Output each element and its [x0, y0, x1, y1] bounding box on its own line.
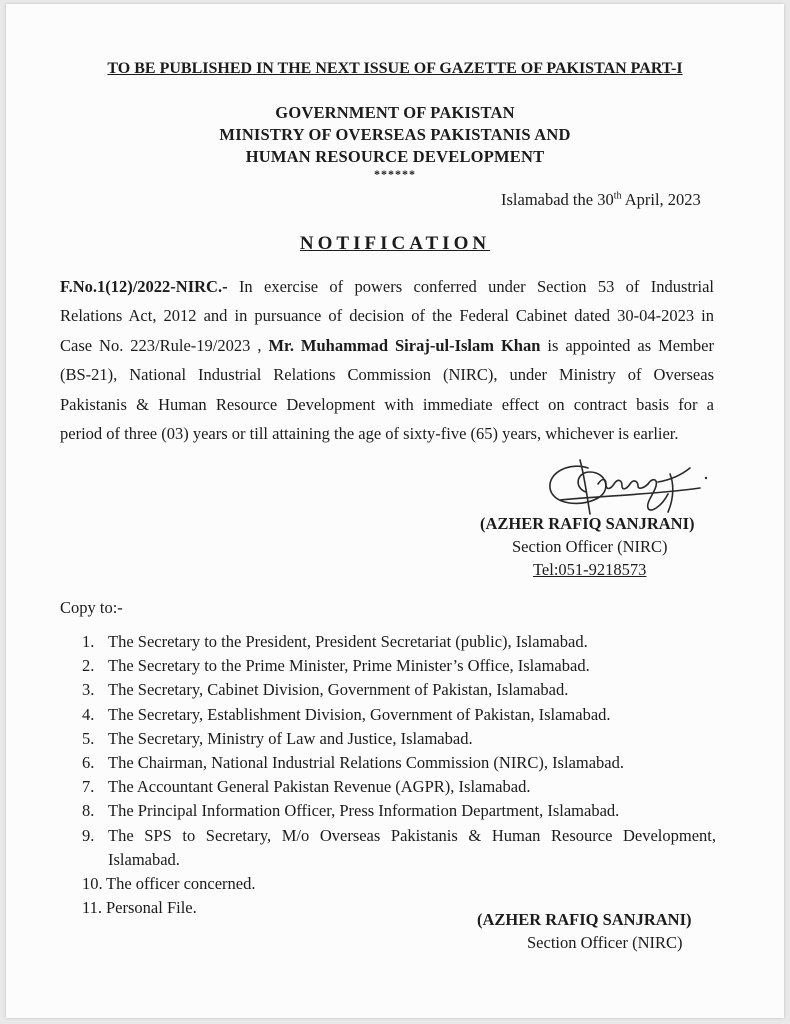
list-item-text: The Secretary, Cabinet Division, Government of Pakistan, Islamabad.: [108, 680, 569, 700]
gazette-heading: [0, 60, 790, 78]
file-number: F.No.1(12)/2022-NIRC.-: [60, 277, 228, 296]
footer-signatory-name: (AZHER RAFIQ SANJRANI): [477, 910, 692, 929]
appointee-name: Mr. Muhammad Siraj-ul-Islam Khan: [268, 335, 541, 355]
list-item-number: 10.: [82, 873, 103, 893]
date-rest: April, 2023: [621, 190, 701, 209]
list-item-text: The Principal Information Officer, Press Information Department, Islamabad.: [108, 801, 620, 821]
signatory-designation: Section Officer (NIRC): [512, 537, 668, 556]
signatory-telephone: Tel:051-9218573: [533, 560, 647, 579]
list-item-number: 2.: [82, 656, 95, 676]
list-item-text: The Secretary to the Prime Minister, Prime Minister’s Office, Islamabad.: [108, 656, 590, 676]
date-prefix: Islamabad the 30: [501, 190, 614, 209]
list-item-number: 9.: [82, 825, 95, 845]
footer-signatory-designation: Section Officer (NIRC): [527, 933, 683, 952]
list-item-number: 1.: [82, 632, 95, 651]
list-item-number: 11.: [82, 898, 103, 918]
body-line-3: [60, 331, 714, 360]
ministry-title-line1: MINISTRY OF OVERSEAS PAKISTANIS AND: [219, 125, 571, 144]
body-line-5: Pakistanis & Human Resource Development with immediate effect on contract basis for a: [60, 394, 714, 414]
list-item-text: The Chairman, National Industrial Relations Commission (NIRC), Islamabad.: [108, 752, 624, 772]
body-line-3-end: is appointed as Member: [540, 335, 714, 355]
government-title: GOVERNMENT OF PAKISTAN: [275, 103, 515, 122]
list-item-text: The SPS to Secretary, M/o Overseas Pakistanis & Human Resource Development,: [108, 825, 716, 845]
body-line-1: [60, 272, 714, 301]
list-item-number: 8.: [82, 801, 95, 821]
list-item-number: 6.: [82, 752, 95, 772]
list-item-text: The Secretary, Ministry of Law and Justice, Islamabad.: [108, 728, 473, 748]
signatory-name: (AZHER RAFIQ SANJRANI): [480, 514, 695, 533]
body-line-6: period of three (03) years or till attaining the age of sixty-five (65) years, whichever is earlier.: [60, 423, 679, 443]
list-item-number: 5.: [82, 728, 95, 748]
body-line-1-text: In exercise of powers conferred under Section 53 of Industrial: [227, 277, 714, 296]
list-item-text: The Secretary to the President, President Secretariat (public), Islamabad.: [108, 632, 588, 651]
body-line-4: (BS-21), National Industrial Relations Commission (NIRC), under Ministry of Overseas: [60, 365, 714, 385]
notification-title: [0, 233, 790, 255]
notification-body: [60, 272, 714, 448]
list-item-number: 4.: [82, 704, 95, 724]
copy-to-label: Copy to:-: [60, 598, 123, 617]
gazette-heading-text: TO BE PUBLISHED IN THE NEXT ISSUE OF GAZETTE OF PAKISTAN PART-I: [107, 60, 683, 77]
list-item-text: The officer concerned.: [106, 873, 256, 893]
notification-title-text: NOTIFICATION: [299, 233, 491, 254]
ministry-title-line2: HUMAN RESOURCE DEVELOPMENT: [245, 147, 545, 166]
list-item-text: The Accountant General Pakistan Revenue (AGPR), Islamabad.: [108, 777, 531, 797]
issue-date: [501, 190, 701, 210]
list-item-text: Personal File.: [106, 898, 197, 918]
date-ordinal-suffix: th: [613, 190, 622, 202]
list-item-number: 3.: [82, 680, 95, 700]
separator-stars: ******: [374, 167, 416, 181]
case-number-text: Case No. 223/Rule-19/2023 ,: [60, 335, 269, 355]
list-item-text: The Secretary, Establishment Division, Government of Pakistan, Islamabad.: [108, 704, 611, 724]
list-item-text: Islamabad.: [108, 849, 180, 869]
list-item-number: 7.: [82, 777, 95, 797]
body-line-2: Relations Act, 2012 and in pursuance of decision of the Federal Cabinet dated 30-04-2023 in: [60, 306, 714, 326]
